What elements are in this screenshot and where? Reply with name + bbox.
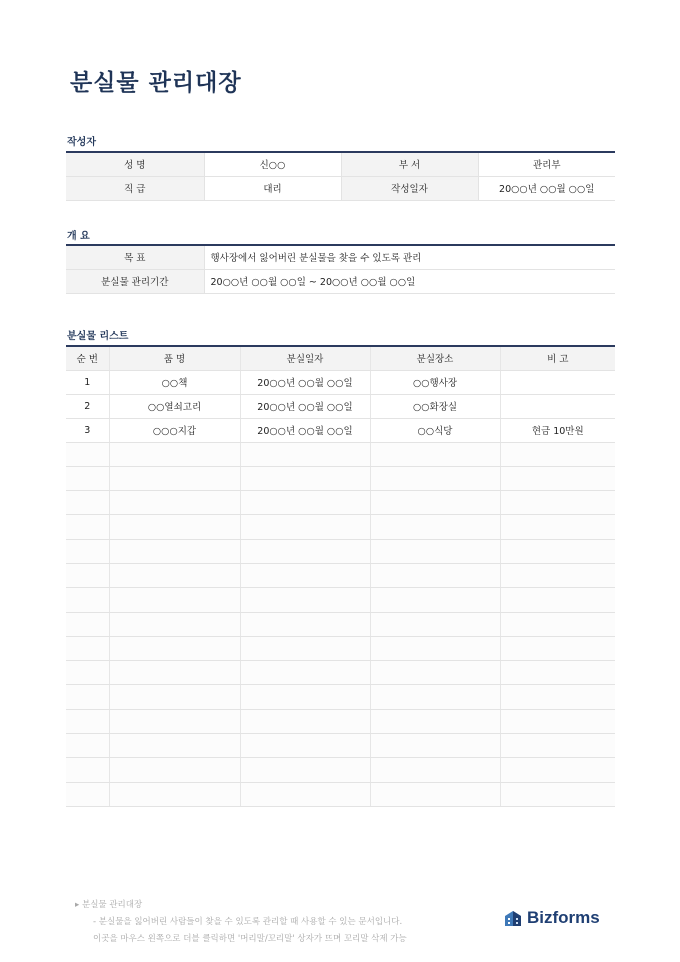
table-header-row (66, 346, 615, 370)
empty-cell (109, 734, 240, 758)
row-remarks (500, 370, 615, 394)
column-header-lost-place: 분실장소 (370, 346, 500, 370)
table-row (66, 394, 615, 418)
footer-line-2: - 분실물을 잃어버린 사람들이 찾을 수 있도록 관리할 때 사용할 수 있는 문서입니다. (93, 917, 403, 927)
empty-cell (500, 588, 615, 612)
empty-table-row (66, 588, 615, 612)
period-label: 분실물 관리기간 (66, 269, 204, 293)
empty-cell (370, 734, 500, 758)
empty-cell (109, 709, 240, 733)
footer-line-3: 이곳을 마우스 왼쪽으로 더블 클릭하면 '머리말/꼬리말' 상자가 뜨며 꼬리말 삭제 가능 (93, 934, 407, 944)
row-item-name: ○○열쇠고리 (109, 394, 240, 418)
empty-table-row (66, 661, 615, 685)
empty-cell (66, 466, 109, 490)
empty-cell (500, 636, 615, 660)
empty-cell (109, 563, 240, 587)
footer-title (75, 897, 407, 914)
row-item-name: ○○책 (109, 370, 240, 394)
empty-cell (66, 539, 109, 563)
empty-cell (109, 466, 240, 490)
empty-cell (370, 685, 500, 709)
empty-table-row (66, 758, 615, 782)
empty-cell (500, 758, 615, 782)
overview-row-goal (66, 245, 615, 269)
empty-cell (370, 709, 500, 733)
overview-table (66, 244, 615, 294)
period-value: 20○○년 ○○월 ○○일 ~ 20○○년 ○○월 ○○일 (204, 269, 615, 293)
empty-cell (66, 685, 109, 709)
empty-cell (240, 612, 370, 636)
column-header-lost-date: 분실일자 (240, 346, 370, 370)
empty-cell (109, 491, 240, 515)
empty-cell (240, 734, 370, 758)
row-remarks (500, 394, 615, 418)
row-lost-date: 20○○년 ○○월 ○○일 (240, 394, 370, 418)
empty-cell (370, 515, 500, 539)
empty-table-row (66, 563, 615, 587)
empty-cell (500, 515, 615, 539)
empty-cell (500, 782, 615, 806)
empty-cell (370, 466, 500, 490)
bizforms-logo (503, 908, 600, 928)
empty-table-row (66, 734, 615, 758)
row-lost-place: ○○화장실 (370, 394, 500, 418)
row-number: 2 (66, 394, 109, 418)
row-number: 3 (66, 418, 109, 442)
empty-cell (240, 515, 370, 539)
empty-cell (109, 782, 240, 806)
empty-cell (500, 466, 615, 490)
empty-cell (370, 442, 500, 466)
empty-table-row (66, 636, 615, 660)
empty-table-row (66, 782, 615, 806)
empty-cell (66, 636, 109, 660)
empty-cell (370, 588, 500, 612)
empty-cell (500, 734, 615, 758)
author-table (66, 151, 615, 201)
empty-cell (500, 491, 615, 515)
empty-cell (370, 539, 500, 563)
rank-value: 대리 (204, 176, 341, 200)
empty-cell (240, 685, 370, 709)
empty-cell (66, 709, 109, 733)
empty-cell (66, 612, 109, 636)
column-header-item-name: 품 명 (109, 346, 240, 370)
department-label: 부 서 (341, 152, 478, 176)
author-row-rank (66, 176, 615, 200)
empty-cell (500, 539, 615, 563)
empty-cell (109, 442, 240, 466)
empty-cell (500, 685, 615, 709)
empty-cell (370, 782, 500, 806)
list-section-heading: 분실물 리스트 (67, 331, 129, 342)
page-title: 분실물 관리대장 (70, 70, 242, 96)
empty-cell (66, 442, 109, 466)
row-lost-place: ○○식당 (370, 418, 500, 442)
empty-cell (240, 539, 370, 563)
empty-cell (240, 636, 370, 660)
empty-cell (240, 588, 370, 612)
empty-cell (500, 612, 615, 636)
empty-cell (66, 661, 109, 685)
row-lost-date: 20○○년 ○○월 ○○일 (240, 370, 370, 394)
empty-cell (240, 709, 370, 733)
empty-cell (240, 491, 370, 515)
empty-cell (240, 442, 370, 466)
empty-table-row (66, 515, 615, 539)
empty-cell (500, 709, 615, 733)
overview-row-period (66, 269, 615, 293)
empty-cell (500, 442, 615, 466)
footer-line-1: 분실물 관리대장 (81, 900, 143, 910)
empty-cell (500, 661, 615, 685)
empty-table-row (66, 709, 615, 733)
empty-cell (109, 636, 240, 660)
row-lost-place: ○○행사장 (370, 370, 500, 394)
goal-label: 목 표 (66, 245, 204, 269)
name-label: 성 명 (66, 152, 204, 176)
written-date-value: 20○○년 ○○월 ○○일 (478, 176, 615, 200)
empty-cell (66, 782, 109, 806)
empty-table-row (66, 442, 615, 466)
written-date-label: 작성일자 (341, 176, 478, 200)
empty-cell (240, 563, 370, 587)
empty-cell (66, 734, 109, 758)
empty-cell (240, 661, 370, 685)
empty-cell (66, 758, 109, 782)
column-header-number: 순 번 (66, 346, 109, 370)
empty-cell (500, 563, 615, 587)
name-value: 신○○ (204, 152, 341, 176)
empty-table-row (66, 685, 615, 709)
empty-cell (370, 636, 500, 660)
department-value: 관리부 (478, 152, 615, 176)
empty-cell (370, 563, 500, 587)
overview-section-heading: 개 요 (67, 231, 90, 242)
empty-table-row (66, 491, 615, 515)
goal-value: 행사장에서 잃어버린 분실물을 찾을 수 있도록 관리 (204, 245, 615, 269)
column-header-remarks: 비 고 (500, 346, 615, 370)
logo-text: Bizforms (527, 908, 600, 927)
lost-items-table (66, 345, 615, 807)
empty-cell (370, 491, 500, 515)
empty-cell (109, 612, 240, 636)
empty-cell (109, 588, 240, 612)
empty-cell (109, 515, 240, 539)
empty-table-row (66, 539, 615, 563)
empty-cell (370, 758, 500, 782)
author-row-name (66, 152, 615, 176)
row-remarks: 현금 10만원 (500, 418, 615, 442)
row-item-name: ○○○지갑 (109, 418, 240, 442)
table-row (66, 418, 615, 442)
row-lost-date: 20○○년 ○○월 ○○일 (240, 418, 370, 442)
empty-cell (109, 685, 240, 709)
table-row (66, 370, 615, 394)
row-number: 1 (66, 370, 109, 394)
rank-label: 직 급 (66, 176, 204, 200)
empty-cell (240, 782, 370, 806)
footer-note (75, 897, 407, 948)
empty-cell (109, 539, 240, 563)
empty-table-row (66, 612, 615, 636)
empty-cell (370, 661, 500, 685)
empty-cell (66, 491, 109, 515)
author-section-heading: 작성자 (67, 137, 96, 148)
building-icon (503, 909, 523, 927)
empty-cell (66, 515, 109, 539)
empty-cell (66, 563, 109, 587)
empty-cell (109, 661, 240, 685)
empty-cell (370, 612, 500, 636)
triangle-bullet-icon: ▸ (75, 900, 80, 910)
empty-cell (240, 758, 370, 782)
empty-cell (240, 466, 370, 490)
empty-cell (109, 758, 240, 782)
empty-cell (66, 588, 109, 612)
empty-table-row (66, 466, 615, 490)
